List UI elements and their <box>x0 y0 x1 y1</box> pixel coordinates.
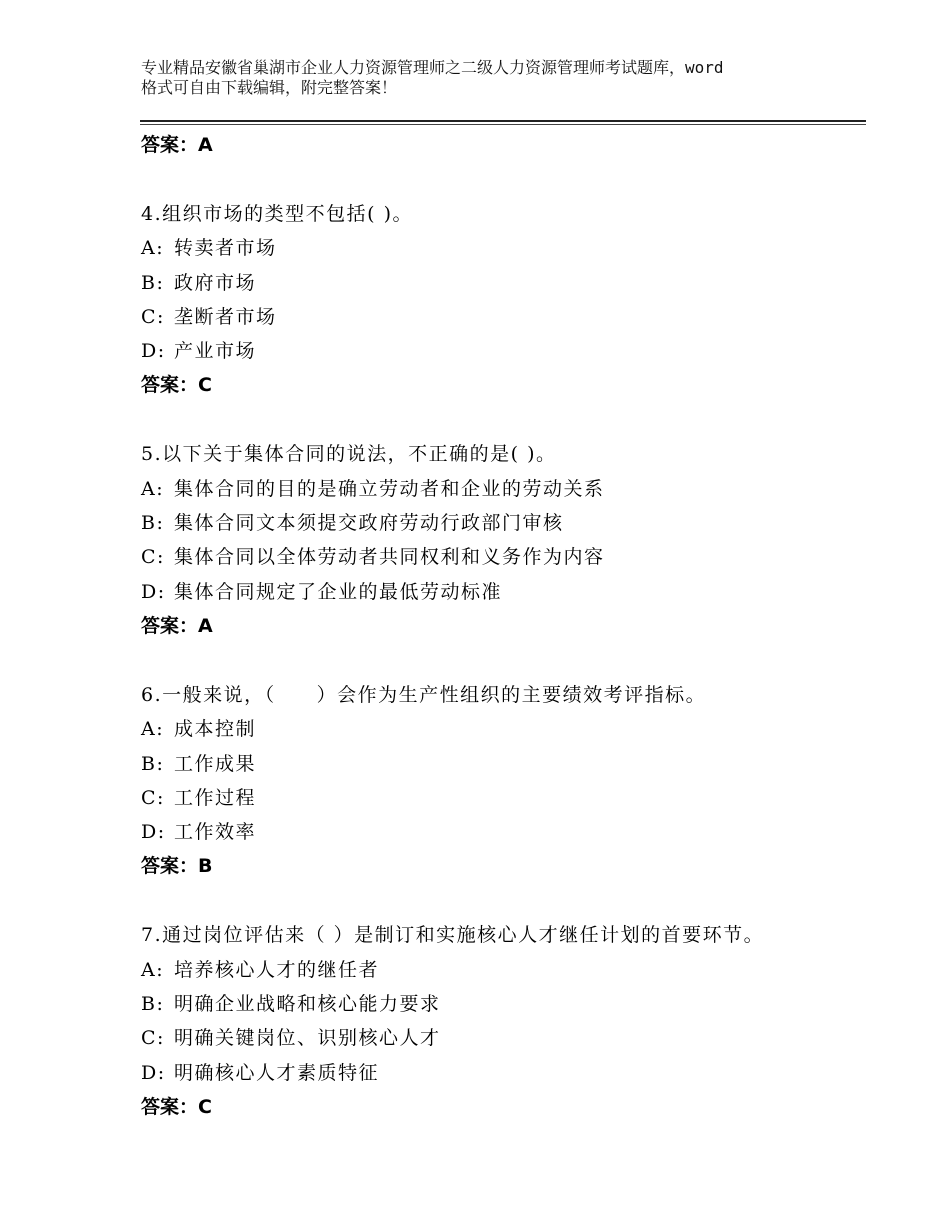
header-divider-thick <box>140 120 866 122</box>
option-d <box>141 815 861 849</box>
document-header <box>141 58 841 98</box>
option-b <box>141 987 861 1021</box>
option-text: 工作效率 <box>174 821 257 844</box>
option-letter: C: <box>141 546 165 569</box>
option-d <box>141 1056 861 1090</box>
option-a <box>141 712 861 746</box>
option-b <box>141 266 861 300</box>
question-4 <box>141 197 861 402</box>
question-list <box>141 128 861 1124</box>
header-line-1: 专业精品安徽省巢湖市企业人力资源管理师之二级人力资源管理师考试题库，word <box>141 58 724 77</box>
option-letter: C: <box>141 1027 165 1050</box>
option-text: 集体合同的目的是确立劳动者和企业的劳动关系 <box>174 477 605 500</box>
option-c <box>141 540 861 574</box>
option-letter: C: <box>141 305 165 328</box>
option-letter: A: <box>141 718 165 741</box>
answer-label: 答案：C <box>141 1095 212 1118</box>
option-text: 政府市场 <box>174 271 257 294</box>
option-c <box>141 300 861 334</box>
question-title: 6.一般来说，（ ）会作为生产性组织的主要绩效考评指标。 <box>141 683 707 706</box>
option-text: 工作成果 <box>174 752 257 775</box>
question-title: 7.通过岗位评估来（ ）是制订和实施核心人才继任计划的首要环节。 <box>141 924 765 947</box>
option-text: 集体合同文本须提交政府劳动行政部门审核 <box>174 512 564 535</box>
option-letter: D: <box>141 340 166 363</box>
header-line-2: 格式可自由下载编辑，附完整答案！ <box>141 78 398 97</box>
option-letter: D: <box>141 821 166 844</box>
option-text: 成本控制 <box>174 718 257 741</box>
answer-label: 答案：C <box>141 374 212 397</box>
option-text: 集体合同以全体劳动者共同权利和义务作为内容 <box>174 546 605 569</box>
option-d <box>141 575 861 609</box>
option-b <box>141 506 861 540</box>
option-text: 培养核心人才的继任者 <box>174 958 380 981</box>
question-6 <box>141 678 861 883</box>
option-letter: D: <box>141 1061 166 1084</box>
option-letter: A: <box>141 477 165 500</box>
option-text: 明确核心人才素质特征 <box>174 1061 380 1084</box>
option-a <box>141 953 861 987</box>
option-letter: B: <box>141 271 165 294</box>
option-letter: B: <box>141 993 165 1016</box>
question-title: 4.组织市场的类型不包括( )。 <box>141 203 413 225</box>
option-letter: B: <box>141 752 165 775</box>
answer-label: 答案：A <box>141 614 213 637</box>
option-text: 垄断者市场 <box>174 305 277 328</box>
option-a <box>141 472 861 506</box>
question-title: 5.以下关于集体合同的说法，不正确的是( )。 <box>141 443 557 466</box>
option-text: 工作过程 <box>174 786 257 809</box>
question-7 <box>141 918 861 1123</box>
option-letter: C: <box>141 786 165 809</box>
option-text: 集体合同规定了企业的最低劳动标准 <box>174 580 503 603</box>
option-text: 明确关键岗位、识别核心人才 <box>174 1027 441 1050</box>
option-d <box>141 334 861 368</box>
option-text: 明确企业战略和核心能力要求 <box>174 993 441 1016</box>
option-letter: A: <box>141 958 165 981</box>
option-c <box>141 781 861 815</box>
option-c <box>141 1021 861 1055</box>
option-letter: A: <box>141 237 165 260</box>
option-text: 产业市场 <box>174 340 257 363</box>
option-text: 转卖者市场 <box>174 237 277 260</box>
option-letter: D: <box>141 580 166 603</box>
option-letter: B: <box>141 512 165 535</box>
answer-label: 答案：B <box>141 855 213 878</box>
answer-label: 答案：A <box>141 134 213 156</box>
question-5 <box>141 437 861 642</box>
option-b <box>141 747 861 781</box>
option-a <box>141 231 861 265</box>
header-divider-thin <box>140 124 866 125</box>
